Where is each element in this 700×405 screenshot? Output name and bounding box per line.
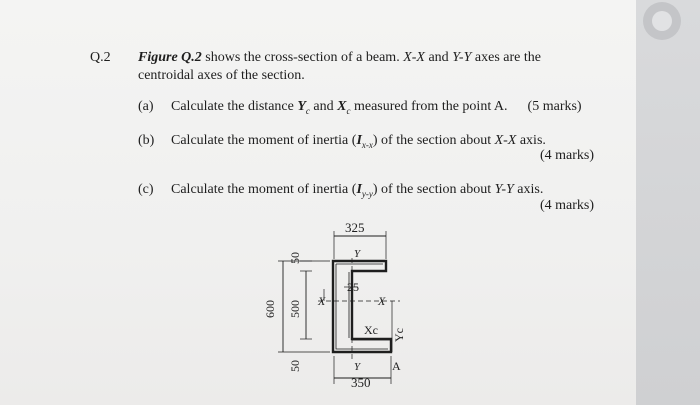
axis-x-right-label: X — [378, 294, 386, 308]
axis-y-top-label: Y — [354, 248, 361, 260]
part-b: (b) Calculate the moment of inertia $(I_{x-x})$ of the section about X-X axis. — [138, 133, 546, 150]
axis-x-left-label: X — [318, 294, 326, 308]
part-label: (c) — [138, 182, 154, 197]
yc-label: Yc — [392, 328, 406, 342]
point-a-label: A — [392, 359, 401, 373]
part-label: (a) — [138, 99, 154, 114]
xc-label: Xc — [364, 323, 378, 337]
dim-top-flange-label: 50 — [288, 252, 302, 264]
part-a-marks: (5 marks) — [527, 99, 582, 114]
part-b-marks: (4 marks) — [539, 148, 594, 163]
question-intro-line-1: Figure Q.2 shows the cross-section of a beam. X-X and Y-Y axes are the — [138, 50, 541, 65]
question-intro-line-2: centroidal axes of the section. — [138, 68, 305, 83]
dim-web-height-label: 500 — [288, 300, 302, 318]
axis-y-bottom-label: Y — [354, 361, 361, 373]
dim-top-label: 325 — [345, 220, 365, 235]
part-c: (c) Calculate the moment of inertia $(I_{y-y})$ of the section about Y-Y axis. — [138, 182, 544, 199]
dim-total-height-label: 600 — [263, 300, 277, 318]
dim-bottom-label: 350 — [351, 375, 371, 390]
part-c-marks: (4 marks) — [539, 198, 594, 213]
part-a: (a) Calculate the distance $Y_c$ and $X_c$ measured from the point A. (5 marks) — [138, 99, 582, 116]
dim-web-thickness-label: 25 — [347, 280, 359, 294]
dim-bottom-flange-label: 50 — [288, 360, 302, 372]
question-number: Q.2 — [90, 50, 111, 65]
part-label: (b) — [138, 133, 155, 148]
